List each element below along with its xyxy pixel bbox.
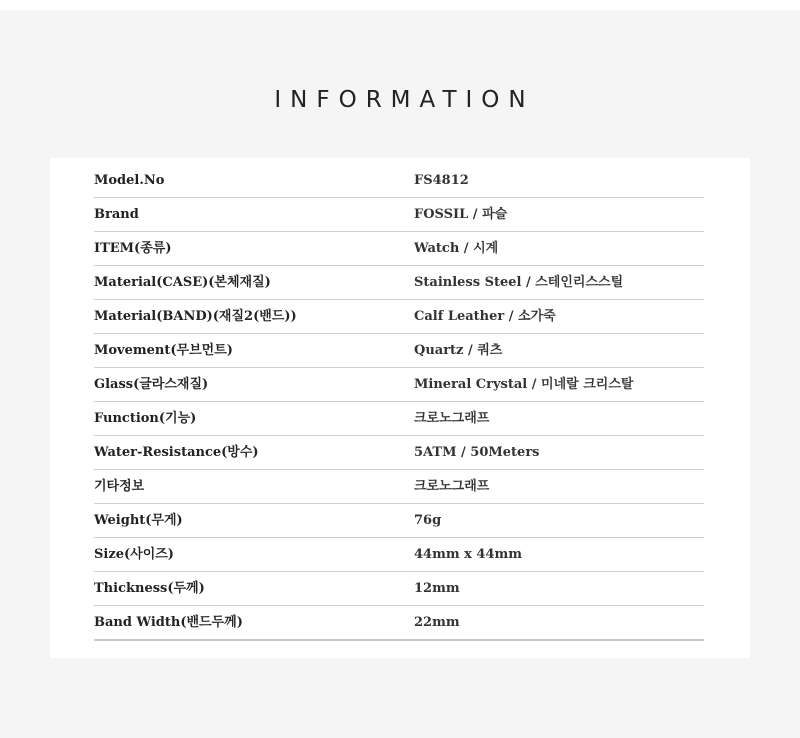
spec-label: Band Width(밴드두께)	[94, 615, 243, 630]
spec-row	[94, 436, 704, 470]
spec-row	[94, 198, 704, 232]
spec-label: Material(CASE)(본체재질)	[94, 275, 271, 290]
spec-row	[94, 266, 704, 300]
spec-value: Watch / 시계	[414, 241, 499, 256]
page-title: INFORMATION	[274, 87, 535, 113]
spec-label: Movement(무브먼트)	[94, 343, 233, 358]
spec-row	[94, 334, 704, 368]
spec-label: Model.No	[94, 173, 165, 188]
spec-row	[94, 402, 704, 436]
spec-value: Calf Leather / 소가죽	[414, 309, 556, 324]
spec-value: FOSSIL / 파슬	[414, 207, 508, 222]
spec-row	[94, 572, 704, 606]
spec-label: Size(사이즈)	[94, 547, 174, 562]
spec-value: 크로노그래프	[414, 479, 490, 494]
spec-value: Mineral Crystal / 미네랄 크리스탈	[414, 377, 634, 392]
spec-row	[94, 232, 704, 266]
spec-row	[94, 368, 704, 402]
spec-value: 76g	[414, 513, 442, 528]
spec-table	[94, 164, 704, 641]
spec-value: 44mm x 44mm	[414, 547, 523, 562]
spec-value: 12mm	[414, 581, 460, 596]
spec-label: Brand	[94, 207, 139, 222]
spec-value: 5ATM / 50Meters	[414, 445, 540, 460]
spec-label: ITEM(종류)	[94, 241, 172, 256]
spec-label: Water-Resistance(방수)	[94, 445, 259, 460]
spec-label: Thickness(두께)	[94, 581, 205, 596]
spec-label: 기타정보	[94, 479, 145, 494]
spec-card	[50, 158, 750, 658]
spec-value: FS4812	[414, 173, 469, 188]
spec-value: 크로노그래프	[414, 411, 490, 426]
spec-row	[94, 504, 704, 538]
spec-row	[94, 470, 704, 504]
spec-row	[94, 164, 704, 198]
spec-value: 22mm	[414, 615, 460, 630]
spec-label: Function(기능)	[94, 411, 197, 426]
spec-row	[94, 300, 704, 334]
spec-value: Stainless Steel / 스테인리스스틸	[414, 275, 624, 290]
spec-row	[94, 606, 704, 639]
spec-value: Quartz / 쿼츠	[414, 343, 503, 358]
spec-row	[94, 538, 704, 572]
spec-label: Weight(무게)	[94, 513, 183, 528]
spec-label: Glass(글라스재질)	[94, 377, 209, 392]
spec-label: Material(BAND)(재질2(밴드))	[94, 309, 297, 324]
